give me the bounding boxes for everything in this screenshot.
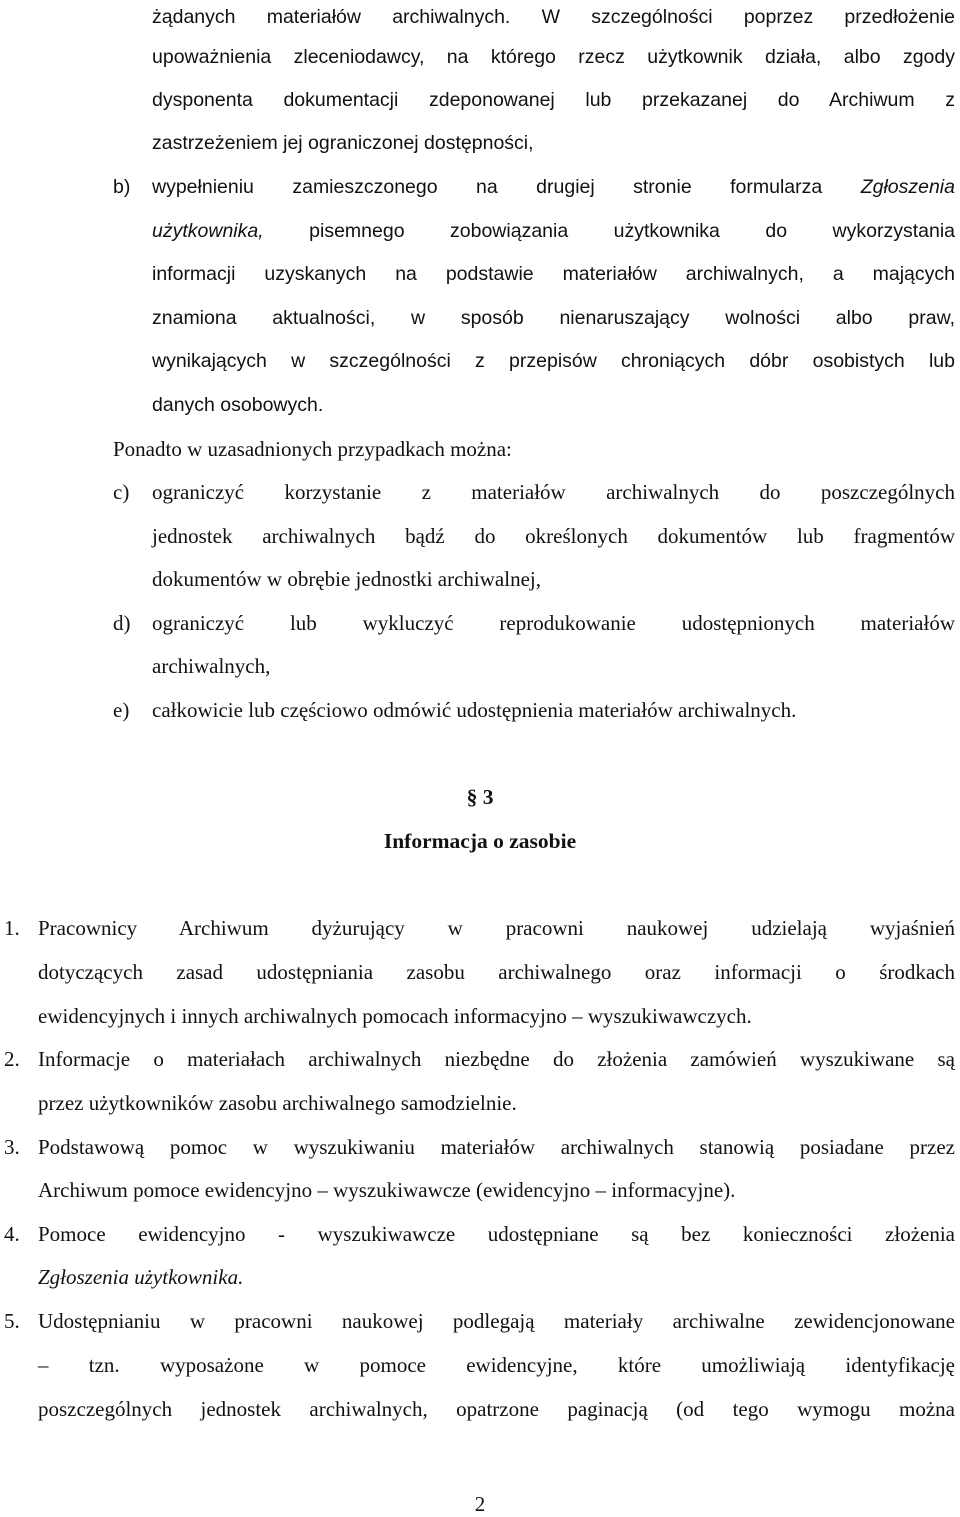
text-line: – tzn. wyposażone w pomoce ewidencyjne, które umożliwiają identyfikację: [38, 1353, 955, 1377]
text-line: wynikających w szczególności z przepisów chroniących dóbr osobistych lub: [152, 350, 955, 372]
text-line: ograniczyć lub wykluczyć reprodukowanie udostępnionych materiałów: [152, 611, 955, 635]
list-number: 5.: [4, 1309, 20, 1333]
text-line: Informacje o materiałach archiwalnych niezbędne do złożenia zamówień wyszukiwane są: [38, 1047, 955, 1071]
text-line: Udostępnianiu w pracowni naukowej podlegają materiały archiwalne zewidencjonowane: [38, 1309, 955, 1333]
list-number: 4.: [4, 1222, 20, 1246]
text-line: jednostek archiwalnych bądź do określonych dokumentów lub fragmentów: [152, 524, 955, 548]
list-marker: c): [113, 480, 130, 504]
text-line: danych osobowych.: [152, 394, 324, 416]
text-line: Pracownicy Archiwum dyżurujący w pracowni naukowej udzielają wyjaśnień: [38, 916, 955, 940]
text-line: Podstawową pomoc w wyszukiwaniu materiałów archiwalnych stanowią posiadane przez: [38, 1135, 955, 1159]
text-line: całkowicie lub częściowo odmówić udostępnienia materiałów archiwalnych.: [152, 698, 797, 722]
text-line: wypełnieniu zamieszczonego na drugiej stronie formularza Zgłoszenia: [152, 176, 955, 198]
list-marker: e): [113, 698, 130, 722]
text-line: dokumentów w obrębie jednostki archiwalnej,: [152, 567, 541, 591]
list-marker: b): [113, 176, 131, 198]
list-marker: d): [113, 611, 131, 635]
list-number: 2.: [4, 1047, 20, 1071]
text-line: upoważnienia zleceniodawcy, na którego rzecz użytkownik działa, albo zgody: [152, 46, 955, 68]
text-line: ewidencyjnych i innych archiwalnych pomocach informacyjno – wyszukiwawczych.: [38, 1004, 752, 1028]
text-line: dysponenta dokumentacji zdeponowanej lub przekazanej do Archiwum z: [152, 89, 955, 111]
text-line: poszczególnych jednostek archiwalnych, opatrzone paginacją (od tego wymogu można: [38, 1397, 955, 1421]
text-line: informacji uzyskanych na podstawie materiałów archiwalnych, a mających: [152, 263, 955, 285]
text-line: żądanych materiałów archiwalnych. W szczególności poprzez przedłożenie: [152, 6, 955, 28]
text-line: ograniczyć korzystanie z materiałów archiwalnych do poszczególnych: [152, 480, 955, 504]
section-number: § 3: [466, 785, 494, 809]
text-line: Pomoce ewidencyjno - wyszukiwawcze udostępniane są bez konieczności złożenia: [38, 1222, 955, 1246]
text-line: Archiwum pomoce ewidencyjno – wyszukiwawcze (ewidencyjno – informacyjne).: [38, 1178, 736, 1202]
list-number: 1.: [4, 916, 20, 940]
page-number: 2: [474, 1492, 486, 1516]
text-line: zastrzeżeniem jej ograniczonej dostępności,: [152, 132, 534, 154]
text-line: przez użytkowników zasobu archiwalnego samodzielnie.: [38, 1091, 517, 1115]
section-title: Informacja o zasobie: [383, 829, 577, 853]
text-line: Zgłoszenia użytkownika.: [38, 1265, 244, 1289]
text-line: użytkownika, pisemnego zobowiązania użytkownika do wykorzystania: [152, 220, 956, 242]
text-line: archiwalnych,: [152, 654, 271, 678]
text-line: dotyczących zasad udostępniania zasobu archiwalnego oraz informacji o środkach: [38, 960, 955, 984]
list-number: 3.: [4, 1135, 20, 1159]
paragraph-intro: Ponadto w uzasadnionych przypadkach można:: [113, 437, 512, 461]
text-line: znamiona aktualności, w sposób nienaruszający wolności albo praw,: [152, 307, 955, 329]
